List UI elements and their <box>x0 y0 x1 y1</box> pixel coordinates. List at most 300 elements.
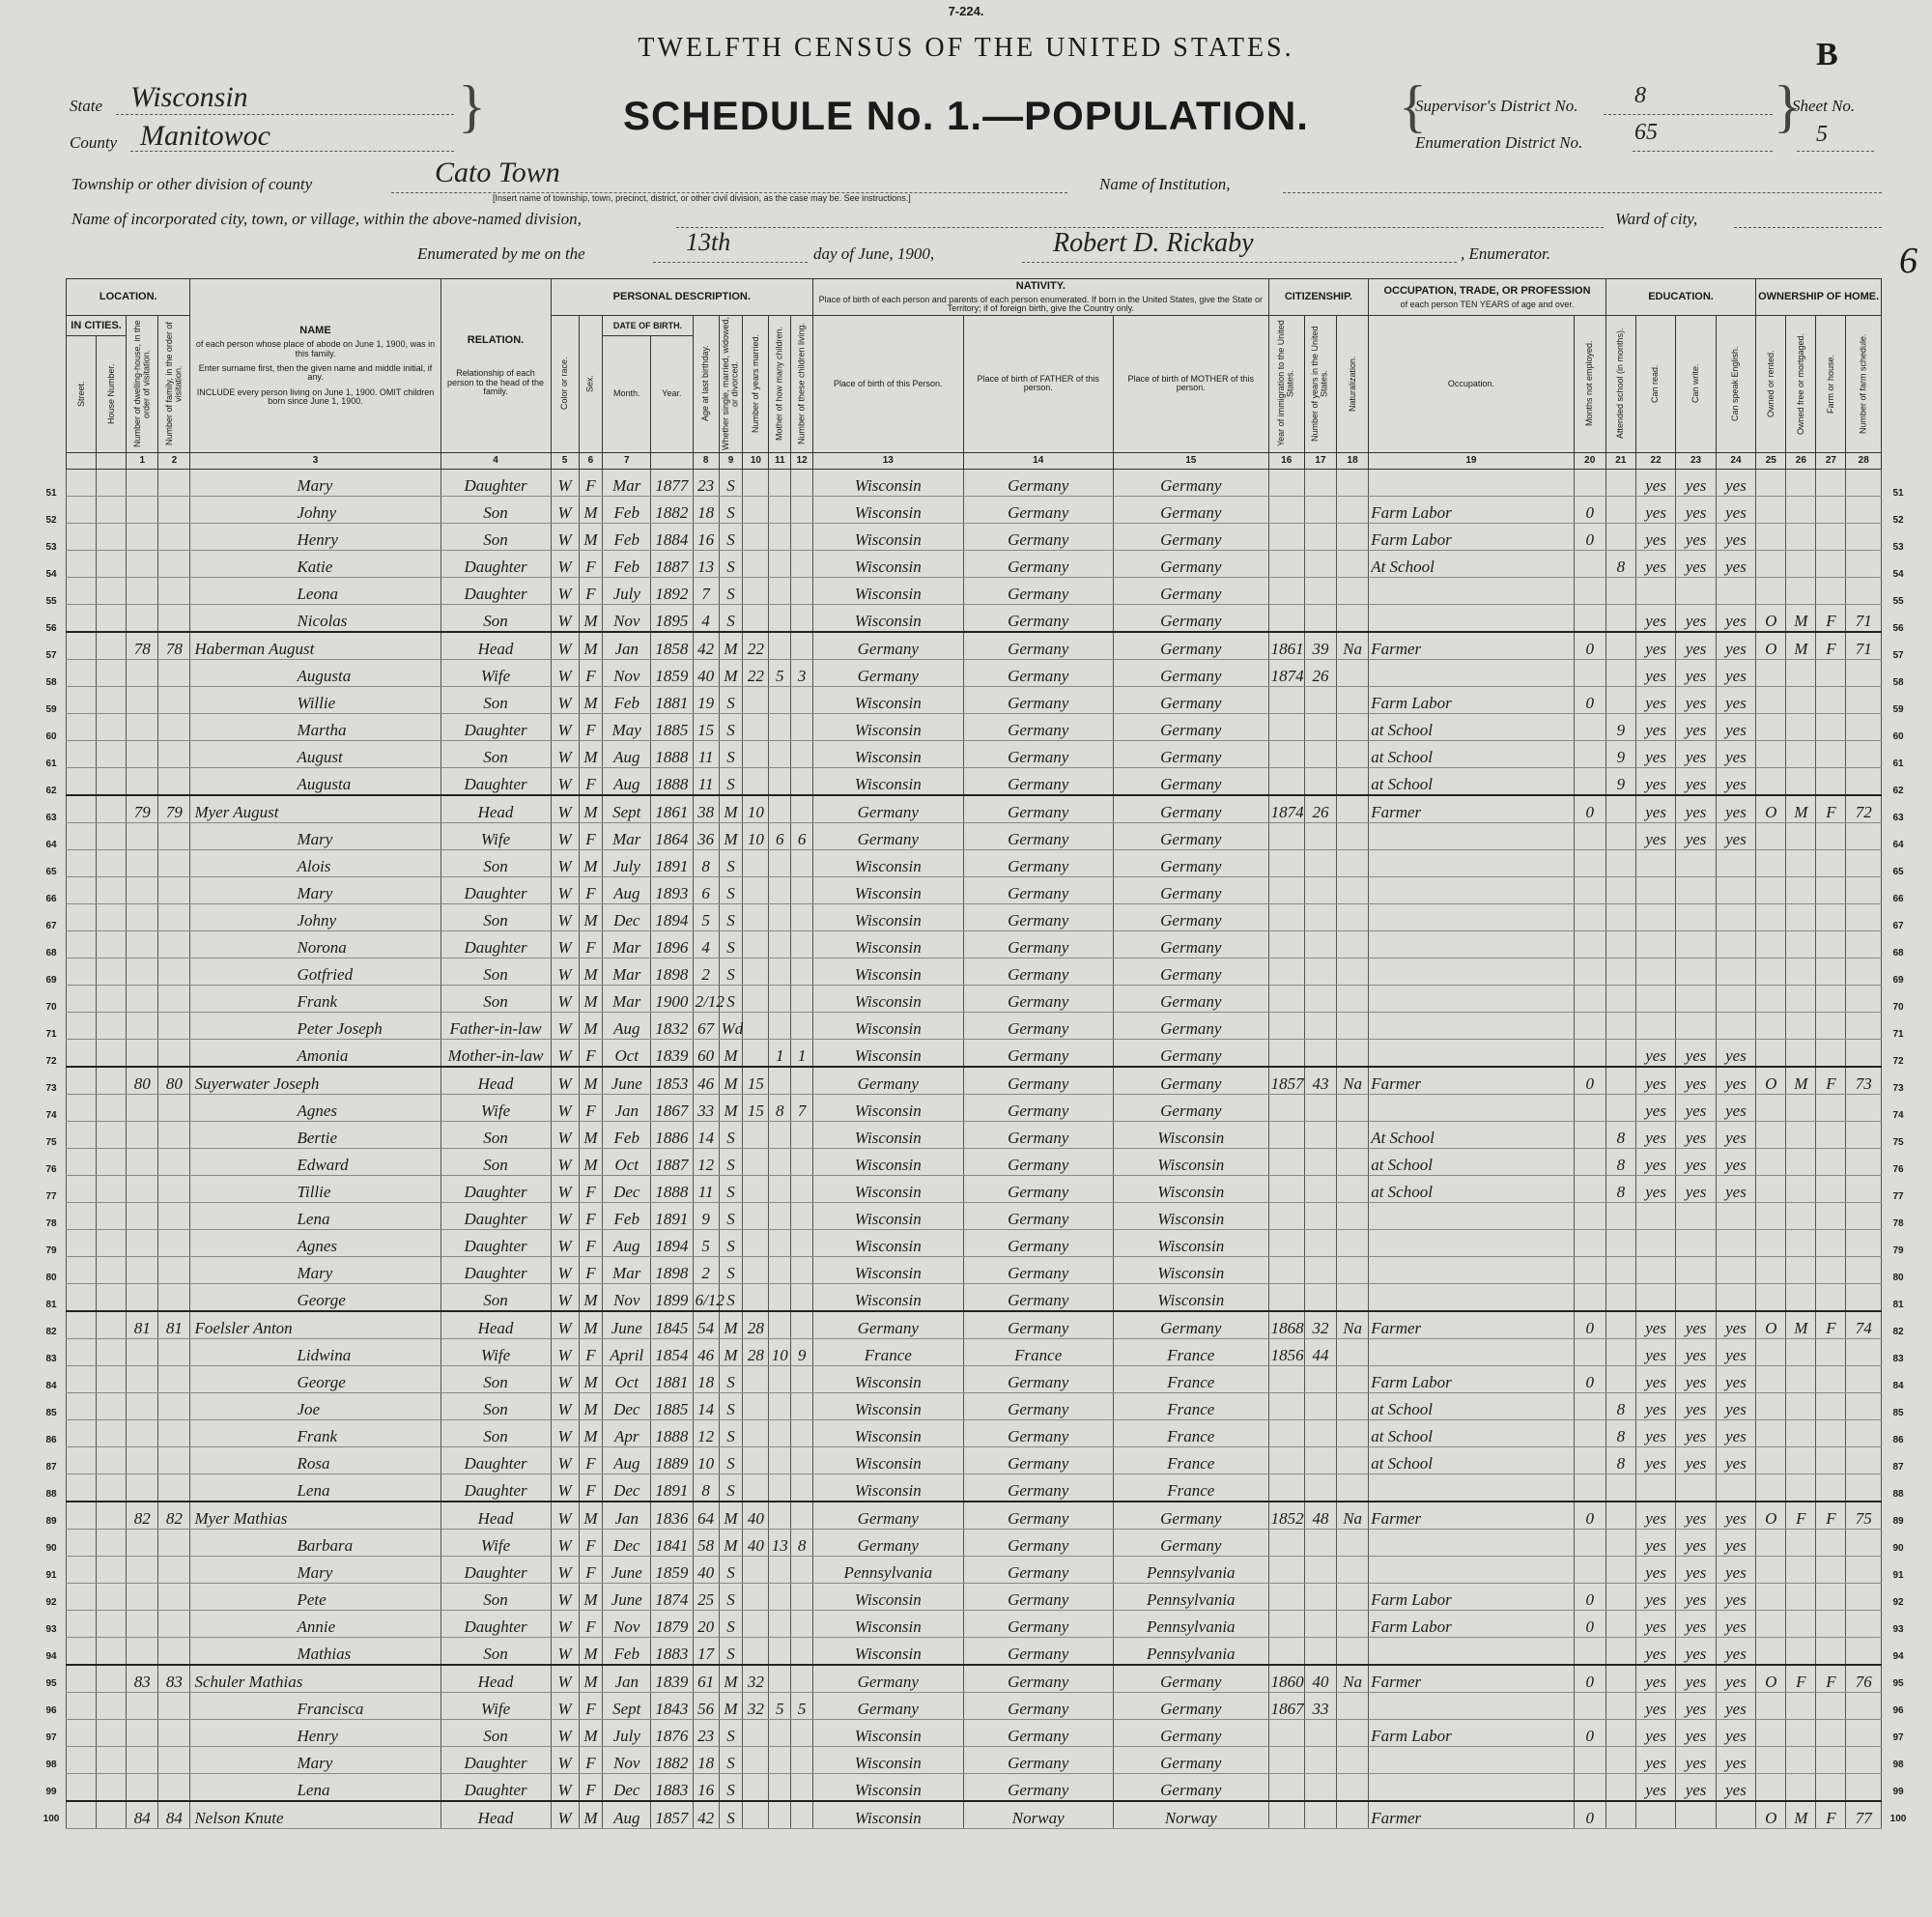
marital-status: M <box>719 1665 743 1693</box>
school-months: 8 <box>1605 1419 1635 1446</box>
table-row <box>67 1801 1882 1829</box>
immigration-year <box>1268 496 1304 523</box>
street <box>67 1719 97 1746</box>
family-number <box>158 659 190 686</box>
months-unemployed <box>1574 659 1605 686</box>
line-number: 87 <box>45 1462 57 1473</box>
birth-year: 1853 <box>651 1067 694 1095</box>
street <box>67 1801 97 1829</box>
can-read: yes <box>1635 1446 1675 1474</box>
naturalization: Na <box>1337 1067 1369 1095</box>
age: 42 <box>693 1801 719 1829</box>
speaks-english: yes <box>1716 632 1755 660</box>
immigration-year <box>1268 1202 1304 1229</box>
relation: Daughter <box>440 577 551 604</box>
children-living <box>791 849 813 876</box>
school-months <box>1605 822 1635 849</box>
birthplace-person: Wisconsin <box>813 496 963 523</box>
birth-year: 1892 <box>651 577 694 604</box>
owned-rented <box>1756 1094 1786 1121</box>
farm-schedule-number <box>1846 550 1882 577</box>
house-number <box>97 958 127 985</box>
color: W <box>551 523 579 550</box>
dwelling-number <box>127 1094 158 1121</box>
free-mortgaged <box>1786 686 1816 713</box>
immigration-year <box>1268 849 1304 876</box>
birthplace-mother: Germany <box>1113 1746 1268 1773</box>
street <box>67 1338 97 1365</box>
can-read <box>1635 1474 1675 1502</box>
birth-month: July <box>603 577 651 604</box>
birth-year: 1893 <box>651 876 694 903</box>
table-row <box>67 1283 1882 1311</box>
age: 42 <box>693 632 719 660</box>
children-living: 5 <box>791 1692 813 1719</box>
children-living <box>791 713 813 740</box>
line-number: 78 <box>45 1218 57 1229</box>
months-unemployed <box>1574 1773 1605 1801</box>
age: 12 <box>693 1148 719 1175</box>
birthplace-father: Germany <box>963 496 1113 523</box>
occupation: Farm Labor <box>1369 1610 1574 1637</box>
relation: Son <box>440 1283 551 1311</box>
marital-status: S <box>719 767 743 795</box>
children-living <box>791 604 813 632</box>
years-married <box>743 1148 769 1175</box>
line-number: 77 <box>1892 1191 1904 1202</box>
census-title: TWELFTH CENSUS OF THE UNITED STATES. <box>638 33 1294 63</box>
farm-house <box>1816 686 1846 713</box>
line-number: 52 <box>45 515 57 526</box>
birth-year: 1894 <box>651 903 694 930</box>
color: W <box>551 1610 579 1637</box>
col-mortgage: Owned free or mortgaged. <box>1786 315 1816 452</box>
color: W <box>551 1067 579 1095</box>
dwelling-number <box>127 713 158 740</box>
farm-house <box>1816 740 1846 767</box>
school-months <box>1605 1311 1635 1339</box>
color: W <box>551 1583 579 1610</box>
line-number: 57 <box>1892 650 1904 661</box>
farm-schedule-number <box>1846 1365 1882 1392</box>
form-code: 7-224. <box>948 4 984 18</box>
years-married <box>743 1202 769 1229</box>
house-number <box>97 985 127 1012</box>
naturalization <box>1337 1692 1369 1719</box>
line-number: 89 <box>45 1516 57 1527</box>
column-number: 13 <box>813 452 963 469</box>
birthplace-person: Wisconsin <box>813 523 963 550</box>
can-write <box>1676 985 1716 1012</box>
sex: F <box>579 659 603 686</box>
age: 16 <box>693 523 719 550</box>
occupation <box>1369 1039 1574 1067</box>
table-row <box>67 1067 1882 1095</box>
color: W <box>551 1121 579 1148</box>
birth-month: Dec <box>603 1474 651 1502</box>
years-in-us <box>1304 1637 1336 1665</box>
speaks-english: yes <box>1716 1392 1755 1419</box>
marital-status: M <box>719 1094 743 1121</box>
marital-status: S <box>719 1556 743 1583</box>
house-number <box>97 1256 127 1283</box>
person-name: Myer August <box>190 795 440 823</box>
sex: M <box>579 958 603 985</box>
birthplace-mother: Germany <box>1113 713 1268 740</box>
farm-house <box>1816 1773 1846 1801</box>
marital-status: S <box>719 1801 743 1829</box>
dwelling-number <box>127 1365 158 1392</box>
line-number: 92 <box>45 1597 57 1608</box>
children-born <box>769 1067 791 1095</box>
years-in-us <box>1304 1583 1336 1610</box>
age: 8 <box>693 849 719 876</box>
farm-schedule-number <box>1846 496 1882 523</box>
dwelling-number <box>127 1637 158 1665</box>
birthplace-mother: France <box>1113 1419 1268 1446</box>
family-number <box>158 496 190 523</box>
free-mortgaged <box>1786 985 1816 1012</box>
school-months <box>1605 1067 1635 1095</box>
owned-rented <box>1756 958 1786 985</box>
color: W <box>551 822 579 849</box>
immigration-year <box>1268 469 1304 496</box>
sex: M <box>579 1067 603 1095</box>
dwelling-number <box>127 659 158 686</box>
occupation: at School <box>1369 740 1574 767</box>
children-living: 9 <box>791 1338 813 1365</box>
house-number <box>97 469 127 496</box>
dwelling-number: 79 <box>127 795 158 823</box>
children-born <box>769 1665 791 1693</box>
months-unemployed: 0 <box>1574 1365 1605 1392</box>
person-name: Lena <box>190 1474 440 1502</box>
column-number: 14 <box>963 452 1113 469</box>
birth-month: June <box>603 1311 651 1339</box>
immigration-year <box>1268 740 1304 767</box>
birthplace-mother: Pennsylvania <box>1113 1583 1268 1610</box>
group-personal: PERSONAL DESCRIPTION. <box>551 279 813 316</box>
naturalization <box>1337 1419 1369 1446</box>
farm-schedule-number: 72 <box>1846 795 1882 823</box>
birth-month: June <box>603 1067 651 1095</box>
sex: F <box>579 1338 603 1365</box>
can-read <box>1635 1202 1675 1229</box>
years-in-us: 44 <box>1304 1338 1336 1365</box>
family-number <box>158 1229 190 1256</box>
occupation: Farmer <box>1369 1665 1574 1693</box>
owned-rented <box>1756 1365 1786 1392</box>
can-write: yes <box>1676 1556 1716 1583</box>
speaks-english: yes <box>1716 1610 1755 1637</box>
birthplace-mother: Germany <box>1113 795 1268 823</box>
birthplace-father: Germany <box>963 1283 1113 1311</box>
occupation <box>1369 1692 1574 1719</box>
birthplace-person: Wisconsin <box>813 1637 963 1665</box>
years-married: 40 <box>743 1502 769 1530</box>
years-married: 28 <box>743 1338 769 1365</box>
can-write: yes <box>1676 1067 1716 1095</box>
birthplace-father: Germany <box>963 1692 1113 1719</box>
color: W <box>551 577 579 604</box>
naturalization <box>1337 767 1369 795</box>
free-mortgaged <box>1786 1692 1816 1719</box>
can-read: yes <box>1635 686 1675 713</box>
farm-house <box>1816 1283 1846 1311</box>
marital-status: S <box>719 985 743 1012</box>
marital-status: M <box>719 1502 743 1530</box>
family-number <box>158 1202 190 1229</box>
township-hint: [Insert name of township, town, precinct, district, or other civil division, as the case may be. See instructions.] <box>493 193 911 203</box>
months-unemployed <box>1574 1746 1605 1773</box>
person-name: Francisca <box>190 1692 440 1719</box>
months-unemployed <box>1574 1094 1605 1121</box>
years-married <box>743 604 769 632</box>
birthplace-person: Germany <box>813 1692 963 1719</box>
speaks-english: yes <box>1716 469 1755 496</box>
age: 5 <box>693 903 719 930</box>
can-write <box>1676 1801 1716 1829</box>
can-write <box>1676 958 1716 985</box>
can-read: yes <box>1635 1529 1675 1556</box>
naturalization: Na <box>1337 632 1369 660</box>
person-name: Annie <box>190 1610 440 1637</box>
relation: Daughter <box>440 1773 551 1801</box>
col-street: Street. <box>67 335 97 452</box>
color: W <box>551 686 579 713</box>
school-months <box>1605 1665 1635 1693</box>
line-number: 98 <box>1892 1760 1904 1770</box>
line-number: 72 <box>45 1056 57 1067</box>
naturalization <box>1337 1773 1369 1801</box>
column-number: 10 <box>743 452 769 469</box>
naturalization <box>1337 713 1369 740</box>
farm-house <box>1816 958 1846 985</box>
person-name: George <box>190 1365 440 1392</box>
birth-year: 1888 <box>651 740 694 767</box>
children-born: 8 <box>769 1094 791 1121</box>
line-number: 73 <box>1892 1083 1904 1094</box>
birthplace-mother: Germany <box>1113 577 1268 604</box>
birthplace-father: Germany <box>963 1773 1113 1801</box>
occupation: Farm Labor <box>1369 496 1574 523</box>
birth-month: Feb <box>603 496 651 523</box>
age: 5 <box>693 1229 719 1256</box>
years-in-us <box>1304 1094 1336 1121</box>
birthplace-mother: Germany <box>1113 604 1268 632</box>
birthplace-mother: Germany <box>1113 985 1268 1012</box>
occupation <box>1369 1746 1574 1773</box>
occupation: Farm Labor <box>1369 523 1574 550</box>
years-married <box>743 1746 769 1773</box>
relation: Son <box>440 849 551 876</box>
birthplace-father: Germany <box>963 1229 1113 1256</box>
house-number <box>97 1012 127 1039</box>
can-write: yes <box>1676 523 1716 550</box>
col-sex: Sex. <box>579 315 603 452</box>
dwelling-number <box>127 1610 158 1637</box>
children-born <box>769 469 791 496</box>
column-number: 12 <box>791 452 813 469</box>
years-married <box>743 577 769 604</box>
birthplace-mother: Pennsylvania <box>1113 1610 1268 1637</box>
township-value: Cato Town <box>435 157 560 188</box>
color: W <box>551 1801 579 1829</box>
immigration-year <box>1268 713 1304 740</box>
farm-schedule-number <box>1846 1094 1882 1121</box>
sex: F <box>579 577 603 604</box>
line-number: 76 <box>45 1164 57 1175</box>
line-number: 75 <box>45 1137 57 1148</box>
owned-rented <box>1756 469 1786 496</box>
months-unemployed <box>1574 1202 1605 1229</box>
free-mortgaged <box>1786 1039 1816 1067</box>
house-number <box>97 1637 127 1665</box>
color: W <box>551 930 579 958</box>
birth-month: June <box>603 1583 651 1610</box>
col-write: Can write. <box>1676 315 1716 452</box>
children-living <box>791 1637 813 1665</box>
column-number: 15 <box>1113 452 1268 469</box>
owned-rented <box>1756 740 1786 767</box>
street <box>67 1746 97 1773</box>
immigration-year: 1856 <box>1268 1338 1304 1365</box>
school-months <box>1605 1202 1635 1229</box>
marital-status: S <box>719 686 743 713</box>
school-months: 8 <box>1605 1148 1635 1175</box>
years-married <box>743 903 769 930</box>
birth-month: Mar <box>603 985 651 1012</box>
months-unemployed <box>1574 1256 1605 1283</box>
birthplace-father: Germany <box>963 713 1113 740</box>
birth-month: Jan <box>603 1665 651 1693</box>
person-name: Augusta <box>190 767 440 795</box>
immigration-year <box>1268 876 1304 903</box>
birth-year: 1861 <box>651 795 694 823</box>
school-months <box>1605 686 1635 713</box>
col-immigration: Year of immigration to the United States. <box>1268 315 1304 452</box>
age: 33 <box>693 1094 719 1121</box>
children-living <box>791 930 813 958</box>
farm-house <box>1816 713 1846 740</box>
months-unemployed <box>1574 1039 1605 1067</box>
farm-schedule-number <box>1846 1012 1882 1039</box>
owned-rented <box>1756 1637 1786 1665</box>
children-born <box>769 958 791 985</box>
can-read <box>1635 577 1675 604</box>
header-relation-title: RELATION. <box>467 334 525 347</box>
birthplace-mother: Wisconsin <box>1113 1256 1268 1283</box>
house-number <box>97 1419 127 1446</box>
owned-rented <box>1756 523 1786 550</box>
birth-month: Dec <box>603 1392 651 1419</box>
relation: Son <box>440 1365 551 1392</box>
children-living <box>791 1392 813 1419</box>
family-number <box>158 1148 190 1175</box>
speaks-english <box>1716 985 1755 1012</box>
birth-year: 1895 <box>651 604 694 632</box>
sex: F <box>579 1229 603 1256</box>
birthplace-father: Norway <box>963 1801 1113 1829</box>
school-months <box>1605 604 1635 632</box>
owned-rented <box>1756 822 1786 849</box>
owned-rented <box>1756 1229 1786 1256</box>
table-row <box>67 1311 1882 1339</box>
line-number: 66 <box>45 894 57 904</box>
table-row <box>67 1474 1882 1502</box>
years-married <box>743 876 769 903</box>
street <box>67 577 97 604</box>
naturalization <box>1337 1392 1369 1419</box>
school-months <box>1605 577 1635 604</box>
family-number <box>158 1773 190 1801</box>
house-number <box>97 1610 127 1637</box>
owned-rented <box>1756 1283 1786 1311</box>
can-read: yes <box>1635 1392 1675 1419</box>
family-number <box>158 876 190 903</box>
birth-year: 1839 <box>651 1039 694 1067</box>
occupation <box>1369 876 1574 903</box>
can-read: yes <box>1635 822 1675 849</box>
children-living <box>791 1121 813 1148</box>
color: W <box>551 1148 579 1175</box>
col-owned: Owned or rented. <box>1756 315 1786 452</box>
birthplace-father: Germany <box>963 795 1113 823</box>
years-in-us <box>1304 930 1336 958</box>
can-write <box>1676 903 1716 930</box>
years-in-us <box>1304 713 1336 740</box>
person-name: Haberman August <box>190 632 440 660</box>
header-brace-left: } <box>458 74 486 138</box>
years-married: 15 <box>743 1067 769 1095</box>
owned-rented: O <box>1756 604 1786 632</box>
years-in-us <box>1304 1474 1336 1502</box>
speaks-english: yes <box>1716 1311 1755 1339</box>
family-number <box>158 1256 190 1283</box>
years-in-us <box>1304 1148 1336 1175</box>
birthplace-father: Germany <box>963 1256 1113 1283</box>
free-mortgaged <box>1786 523 1816 550</box>
can-write <box>1676 1256 1716 1283</box>
naturalization <box>1337 604 1369 632</box>
children-living <box>791 1311 813 1339</box>
table-row <box>67 1039 1882 1067</box>
birthplace-mother: Pennsylvania <box>1113 1556 1268 1583</box>
free-mortgaged <box>1786 958 1816 985</box>
street <box>67 659 97 686</box>
birth-year: 1854 <box>651 1338 694 1365</box>
months-unemployed <box>1574 767 1605 795</box>
birth-month: Feb <box>603 1637 651 1665</box>
marital-status: S <box>719 1392 743 1419</box>
line-number: 53 <box>45 542 57 553</box>
months-unemployed <box>1574 958 1605 985</box>
birth-month: Feb <box>603 686 651 713</box>
occupation: at School <box>1369 713 1574 740</box>
farm-house: F <box>1816 632 1846 660</box>
birth-year: 1884 <box>651 523 694 550</box>
can-write: yes <box>1676 1419 1716 1446</box>
children-living <box>791 1012 813 1039</box>
months-unemployed <box>1574 1338 1605 1365</box>
street <box>67 1665 97 1693</box>
years-in-us: 26 <box>1304 795 1336 823</box>
supervisor-line <box>1604 114 1773 115</box>
age: 11 <box>693 767 719 795</box>
family-number <box>158 1012 190 1039</box>
line-number: 65 <box>45 867 57 877</box>
can-write: yes <box>1676 1311 1716 1339</box>
